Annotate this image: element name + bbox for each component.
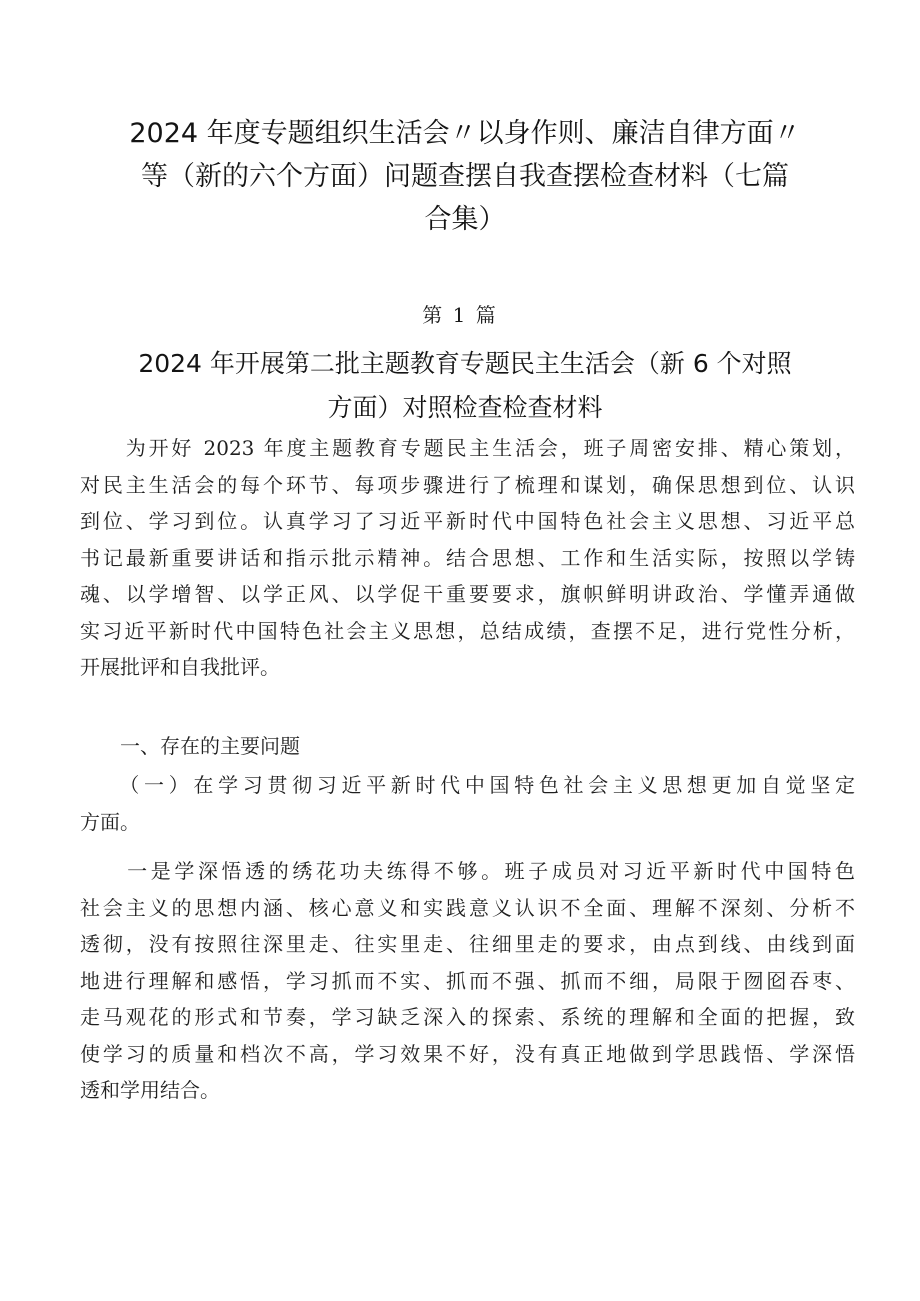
document-main-title (95, 112, 835, 241)
sub-title-line: 方面）对照检查检查材料 (327, 393, 603, 422)
subsection-line: 方面。 (80, 809, 140, 834)
paragraph-line: 对民主生活会的每个环节、每项步骤进行了梳理和谋划，确保思想到位、认识 (80, 472, 855, 497)
document-sub-title (95, 342, 835, 430)
paragraph-line: 书记最新重要讲话和指示批示精神。结合思想、工作和生活实际，按照以学铸 (80, 545, 855, 570)
main-title-line: 2024 年度专题组织生活会〃以身作则、廉洁自律方面〃 (129, 118, 801, 149)
paragraph-line: 为开好 2023 年度主题教育专题民主生活会，班子周密安排、精心策划， (80, 436, 855, 460)
paragraph-line: 到位、学习到位。认真学习了习近平新时代中国特色社会主义思想、习近平总 (80, 509, 855, 533)
intro-paragraph (80, 430, 855, 686)
paragraph-line: 开展批评和自我批评。 (80, 655, 280, 679)
subsection-line: （一）在学习贯彻习近平新时代中国特色社会主义思想更加自觉坚定 (80, 773, 855, 797)
section-heading (80, 728, 855, 765)
paragraph-line: 走马观花的形式和节奏，学习缺乏深入的探索、系统的理解和全面的把握，致 (80, 1005, 855, 1029)
paragraph-line: 透和学用结合。 (80, 1078, 220, 1102)
subsection-heading (80, 767, 855, 840)
part-label: 第 1 篇 (422, 303, 498, 327)
paragraph-line: 透彻，没有按照往深里走、往实里走、往细里走的要求，由点到线、由线到面 (80, 932, 855, 956)
paragraph-line: 魂、以学增智、以学正风、以学促干重要要求，旗帜鲜明讲政治、学懂弄通做 (80, 582, 855, 606)
paragraph-line: 社会主义的思想内涵、核心意义和实践意义认识不全面、理解不深刻、分析不 (80, 895, 855, 920)
main-title-line: 等（新的六个方面）问题查摆自我查摆检查材料（七篇 (141, 161, 789, 192)
main-title-line: 合集） (424, 204, 506, 235)
section-heading-text: 一、存在的主要问题 (80, 734, 300, 758)
paragraph-line: 实习近平新时代中国特色社会主义思想，总结成绩，查摆不足，进行党性分析， (80, 618, 855, 643)
point-paragraph (80, 853, 855, 1109)
paragraph-line: 使学习的质量和档次不高，学习效果不好，没有真正地做到学思践悟、学深悟 (80, 1041, 855, 1066)
paragraph-line: 地进行理解和感悟，学习抓而不实、抓而不强、抓而不细，局限于囫囵吞枣、 (80, 968, 855, 993)
paragraph-line: 一是学深悟透的绣花功夫练得不够。班子成员对习近平新时代中国特色 (80, 859, 855, 883)
sub-title-line: 2024 年开展第二批主题教育专题民主生活会（新 6 个对照 (138, 349, 792, 378)
